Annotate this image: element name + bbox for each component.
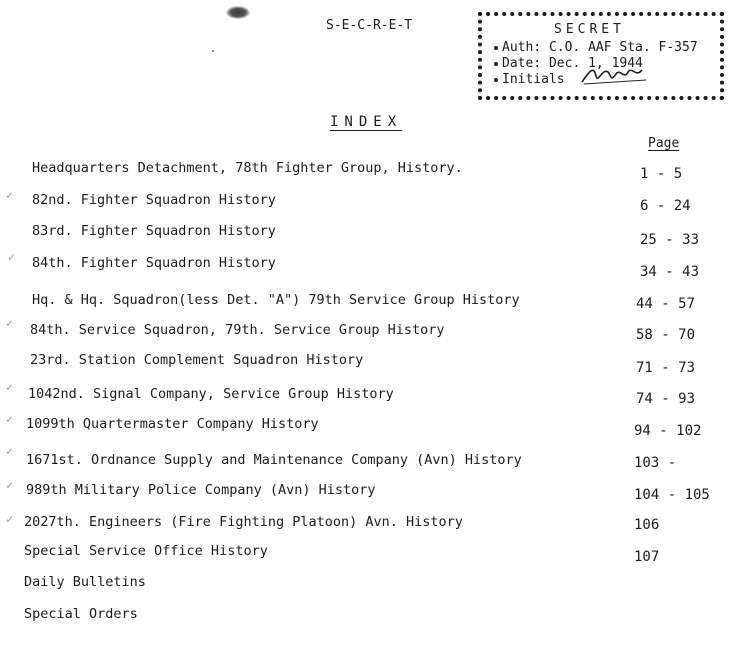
index-entry-page: 6 - 24 [640,198,691,214]
index-entry-page: 58 - 70 [636,327,696,343]
index-entry-title: 1042nd. Signal Company, Service Group History [28,386,394,402]
index-entry-page: 34 - 43 [640,264,700,280]
speck [212,50,214,52]
index-entry-title: Hq. & Hq. Squadron(less Det. "A") 79th Service Group History [32,292,520,308]
index-entry-page: 104 - 105 [634,487,710,503]
bullet-icon [494,62,498,66]
index-entry-page: 1 - 5 [640,166,683,182]
security-stamp [478,12,724,100]
stamp-auth: Auth: C.O. AAF Sta. F-357 [502,40,698,55]
stamp-auth-line [494,40,698,55]
index-entry-title: 2027th. Engineers (Fire Fighting Platoon) Avn. History [24,514,463,530]
check-mark-icon: ✓ [8,250,16,264]
index-entry-page: 107 [634,549,660,565]
index-entry-title: 84th. Service Squadron, 79th. Service Group History [30,322,445,338]
classification-header: S-E-C-R-E-T [326,18,413,33]
handwritten-initials-signature [580,64,650,86]
check-mark-icon: ✓ [6,316,14,330]
index-entry-page: 106 [634,517,660,533]
check-mark-icon: ✓ [6,512,14,526]
index-entry-title: Special Service Office History [24,543,268,559]
bullet-icon [494,78,498,82]
check-mark-icon: ✓ [6,188,14,202]
index-entry-title: 1671st. Ordnance Supply and Maintenance Company (Avn) History [26,452,522,468]
index-entry-page: 25 - 33 [640,232,700,248]
index-entry-page: 71 - 73 [636,360,696,376]
check-mark-icon: ✓ [6,412,14,426]
ink-smudge [226,6,250,19]
stamp-initials-line [494,72,565,87]
stamp-date: Date: Dec. 1, 1944 [502,56,643,71]
index-entry-title: 989th Military Police Company (Avn) History [26,482,376,498]
index-entry-title: Special Orders [24,606,138,622]
page-column-header: Page [648,136,680,151]
index-entry-title: Headquarters Detachment, 78th Fighter Group, History. [32,160,463,176]
stamp-title: SECRET [554,22,625,37]
check-mark-icon: ✓ [6,478,14,492]
bullet-icon [494,46,498,50]
index-entry-page: 94 - 102 [634,423,702,439]
index-entry-title: 84th. Fighter Squadron History [32,255,276,271]
index-entry-title: 23rd. Station Complement Squadron History [30,352,364,368]
index-title: INDEX [330,114,403,130]
index-entry-page: 44 - 57 [636,296,696,312]
index-entry-title: 82nd. Fighter Squadron History [32,192,276,208]
check-mark-icon: ✓ [6,444,14,458]
index-entry-title: 1099th Quartermaster Company History [26,416,319,432]
stamp-initials-label: Initials [502,72,565,87]
index-entry-page: 74 - 93 [636,391,696,407]
index-entry-page: 103 - [634,455,677,471]
index-entry-title: Daily Bulletins [24,574,146,590]
check-mark-icon: ✓ [6,380,14,394]
index-entry-title: 83rd. Fighter Squadron History [32,223,276,239]
